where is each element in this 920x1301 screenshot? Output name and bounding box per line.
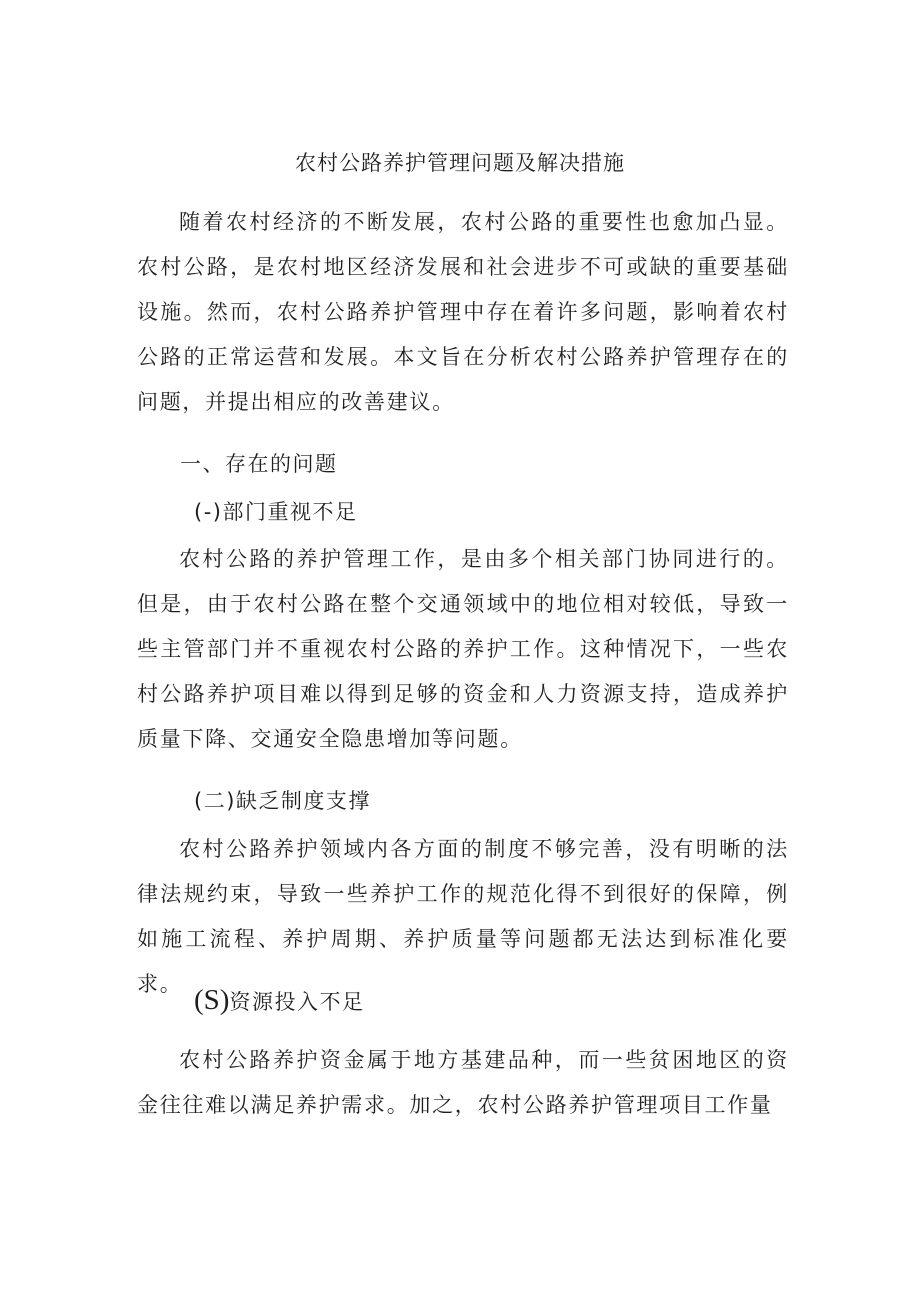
intro-paragraph: 随着农村经济的不断发展，农村公路的重要性也愈加凸显。农村公路，是农村地区经济发展和社会进步不可或缺的重要基础设施。然而，农村公路养护管理中存在着许多问题，影响着农村公路的正常运营和发展。本文旨在分析农村公路养护管理存在的问题，并提出相应的改善建议。	[137, 210, 789, 414]
heading-3-text: 资源投入不足	[229, 990, 365, 1014]
subsection-heading-3	[194, 980, 364, 1022]
subsection-heading-1: (-)部门重视不足	[194, 500, 358, 524]
subsection-2-paragraph: 农村公路养护领域内各方面的制度不够完善，没有明晰的法律法规约束，导致一些养护工作的规范化得不到很好的保障，例如施工流程、养护周期、养护质量等问题都无法达到标准化要求。	[137, 837, 789, 996]
subsection-3-paragraph: 农村公路养护资金属于地方基建品种，而一些贫困地区的资金往往难以满足养护需求。加之，农村公路养护管理项目工作量	[137, 1048, 789, 1117]
subsection-heading-2: (二)缺乏制度支撑	[194, 789, 371, 813]
heading-3-symbol: (S)	[194, 984, 230, 1016]
section-heading-problems: 一、存在的问题	[180, 452, 338, 476]
subsection-1-paragraph: 农村公路的养护管理工作，是由多个相关部门协同进行的。但是，由于农村公路在整个交通领域中的地位相对较低，导致一些主管部门并不重视农村公路的养护工作。这种情况下，一些农村公路养护项目难以得到足够的资金和人力资源支持，造成养护质量下降、交通安全隐患增加等问题。	[137, 547, 789, 751]
document-title: 农村公路养护管理问题及解决措施	[295, 151, 625, 175]
